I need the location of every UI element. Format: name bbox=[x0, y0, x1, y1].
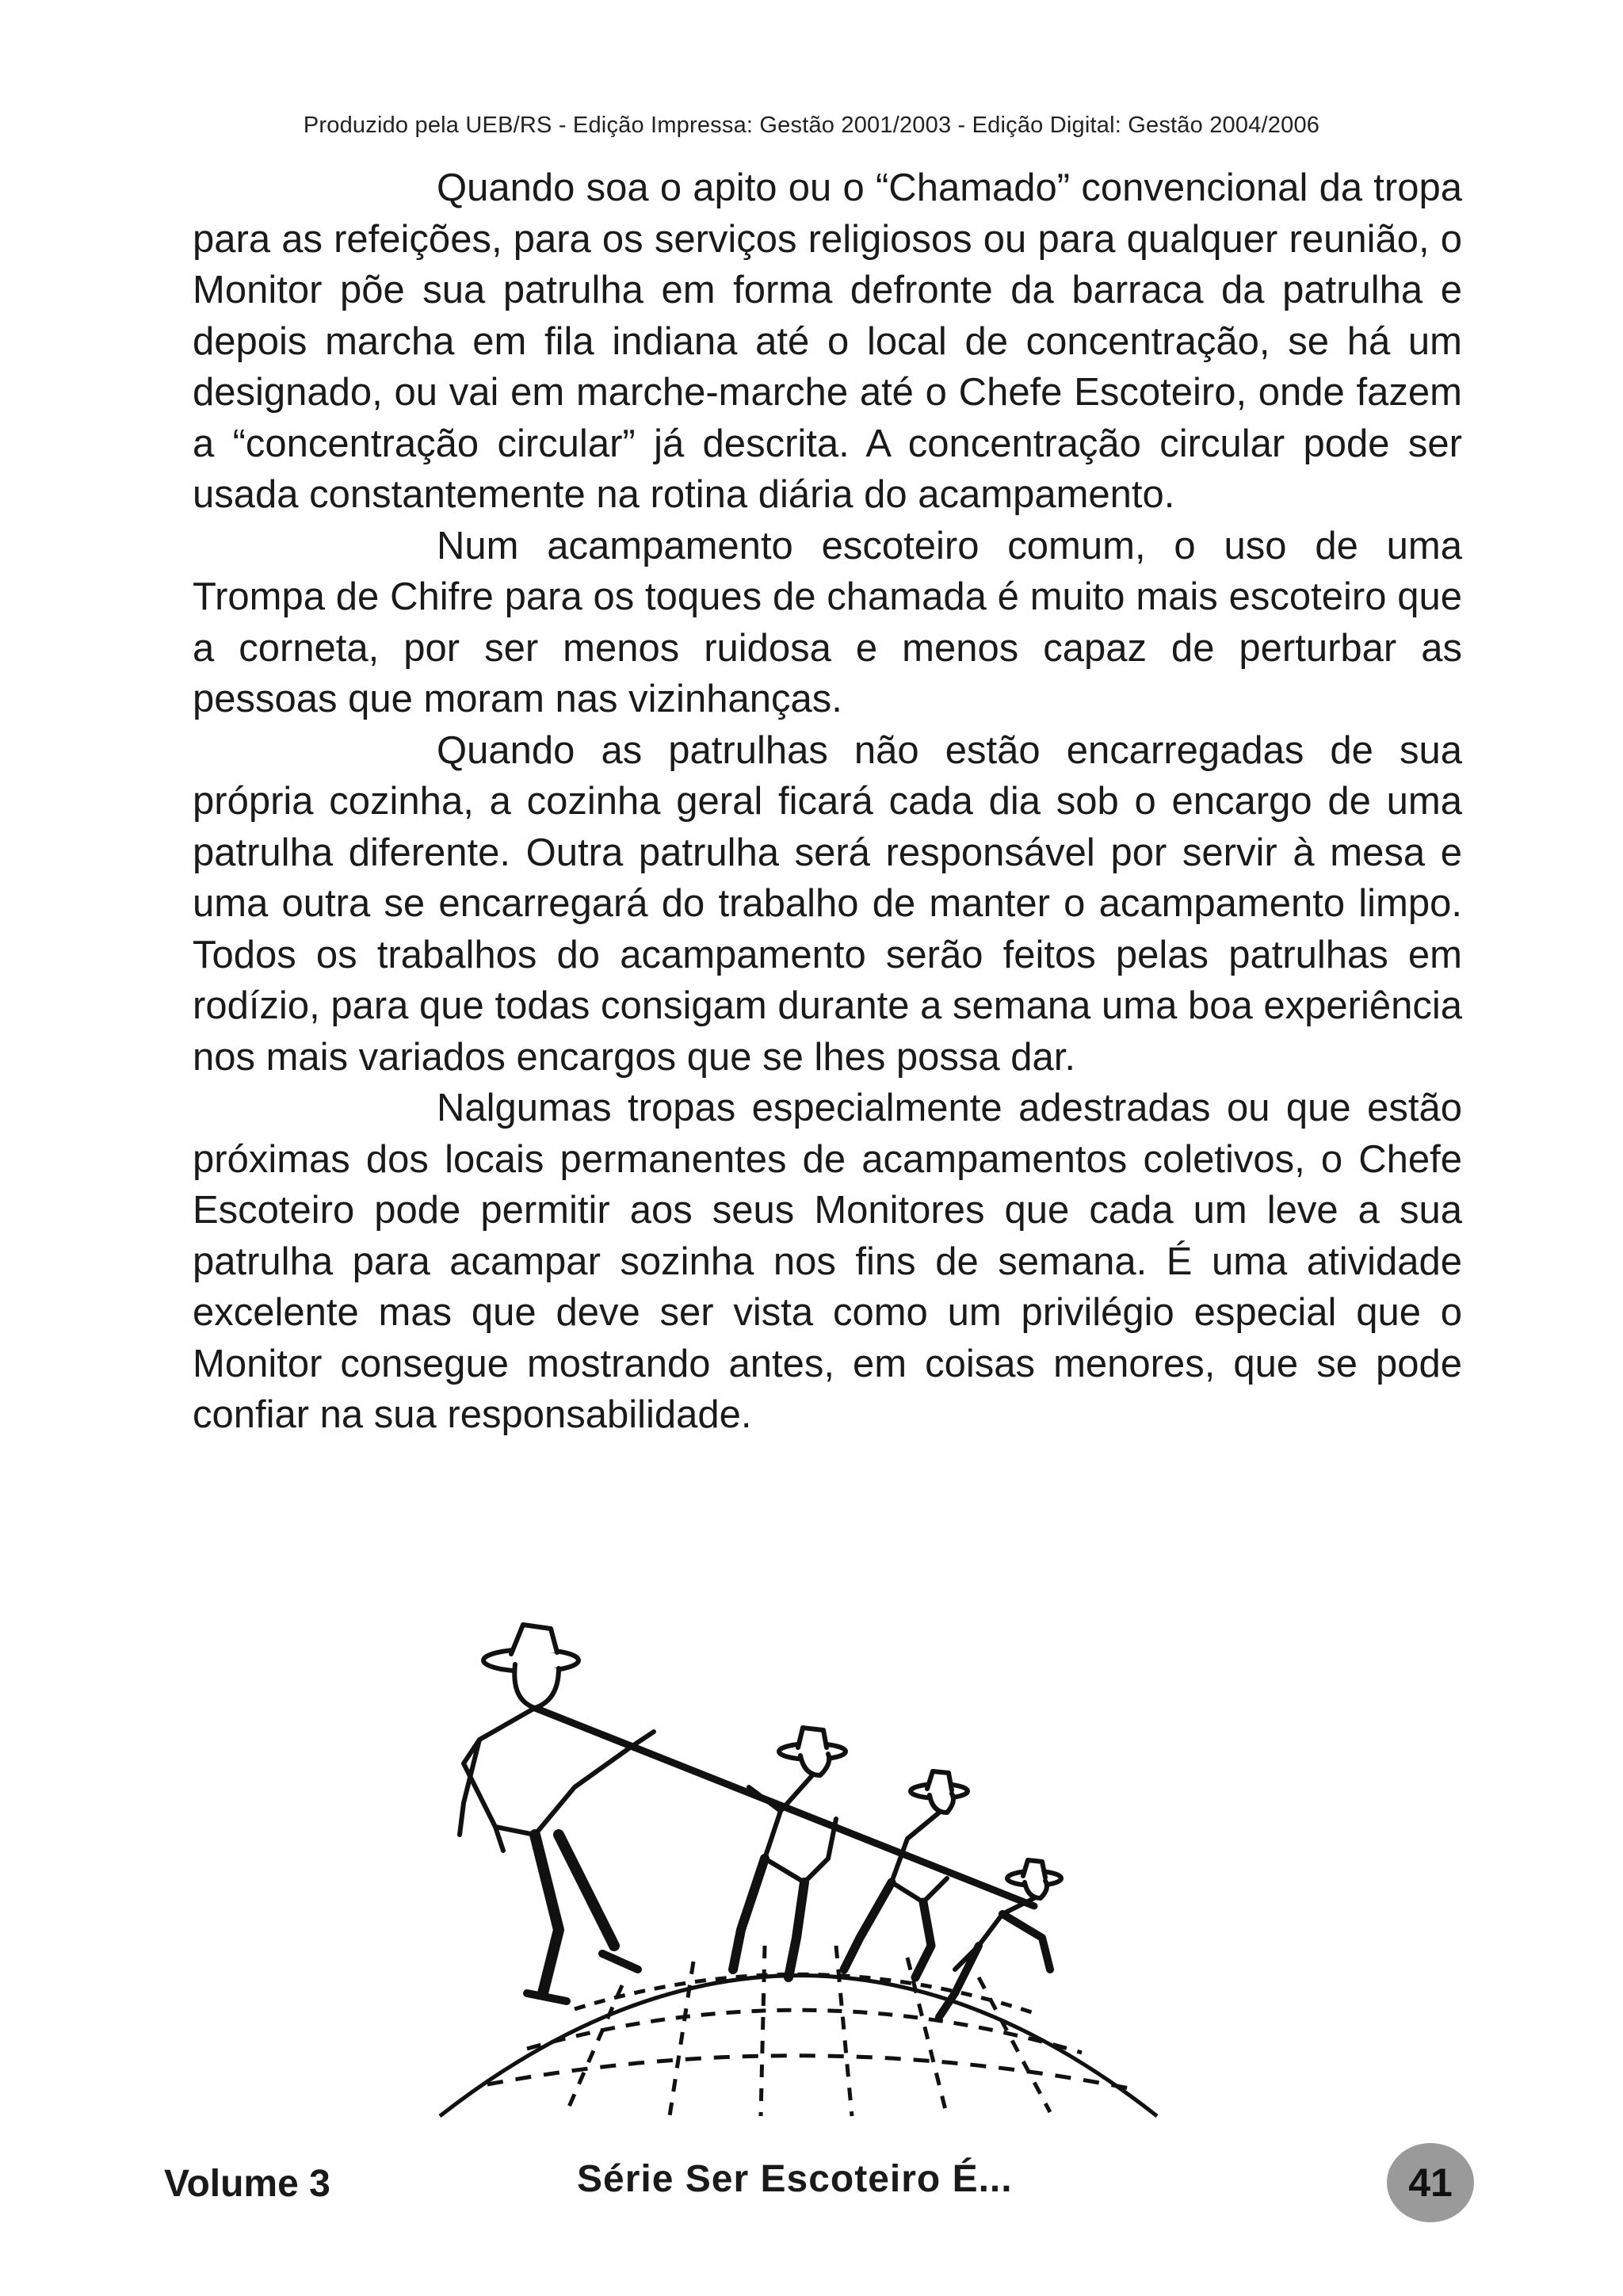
volume-label: Volume 3 bbox=[164, 2163, 330, 2205]
paragraph-cozinha: Quando as patrulhas não estão encarregadas de sua própria cozinha, a cozinha geral ficará cada dia sob o encargo de uma patrulha diferente. Outra patrulha será responsável por servir à mesa e uma outra se encarregará do trabalho de manter o acampamento limpo. Todos os trabalhos do acampamento serão feitos pelas patrulhas em rodízio, para que todas consigam durante a semana uma boa experiência nos mais variados encargos que se lhes possa dar. bbox=[193, 728, 1462, 1079]
series-title: Série Ser Escoteiro É... bbox=[577, 2158, 1013, 2200]
paragraph-nalgumas-tropas: Nalgumas tropas especialmente adestradas ou que estão próximas dos locais permanentes de acampamentos coletivos, o Chefe Escoteiro pode permitir aos seus Monitores que cada um leve a sua patrulha para acampar sozinha nos fins de semana. É uma atividade excelente mas que deve ser vista como um privilégio especial que o Monitor consegue mostrando antes, em coisas menores, que se pode confiar na sua responsabilidade. bbox=[193, 1087, 1462, 1436]
page-header: Produzido pela UEB/RS - Edição Impressa: Gestão 2001/2003 - Edição Digital: Gestão 2004/2006 bbox=[303, 113, 1320, 138]
page-number: 41 bbox=[1408, 2160, 1453, 2205]
body-text bbox=[193, 162, 1462, 1441]
page-number-badge bbox=[1387, 2143, 1474, 2222]
paragraph-chamado: Quando soa o apito ou o “Chamado” convencional da tropa para as refeições, para os serviços religiosos ou para qualquer reunião, o Monitor põe sua patrulha em forma defronte da barraca da patrulha e depois marcha em fila indiana até o local de concentração, se há um designado, ou vai em marche-marche até o Chefe Escoteiro, onde fazem a “concentração circular” já descrita. A concentração circular pode ser usada constantemente na rotina diária do acampamento. bbox=[193, 166, 1462, 516]
scout-figures-icon bbox=[460, 1625, 1061, 2017]
paragraph-trompa: Num acampamento escoteiro comum, o uso de uma Trompa de Chifre para os toques de chamada é muito mais escoteiro que a corneta, por ser menos ruidosa e menos capaz de perturbar as pessoas que moram nas vizinhanças. bbox=[193, 524, 1462, 720]
scouts-on-globe-illustration bbox=[432, 1597, 1169, 2120]
